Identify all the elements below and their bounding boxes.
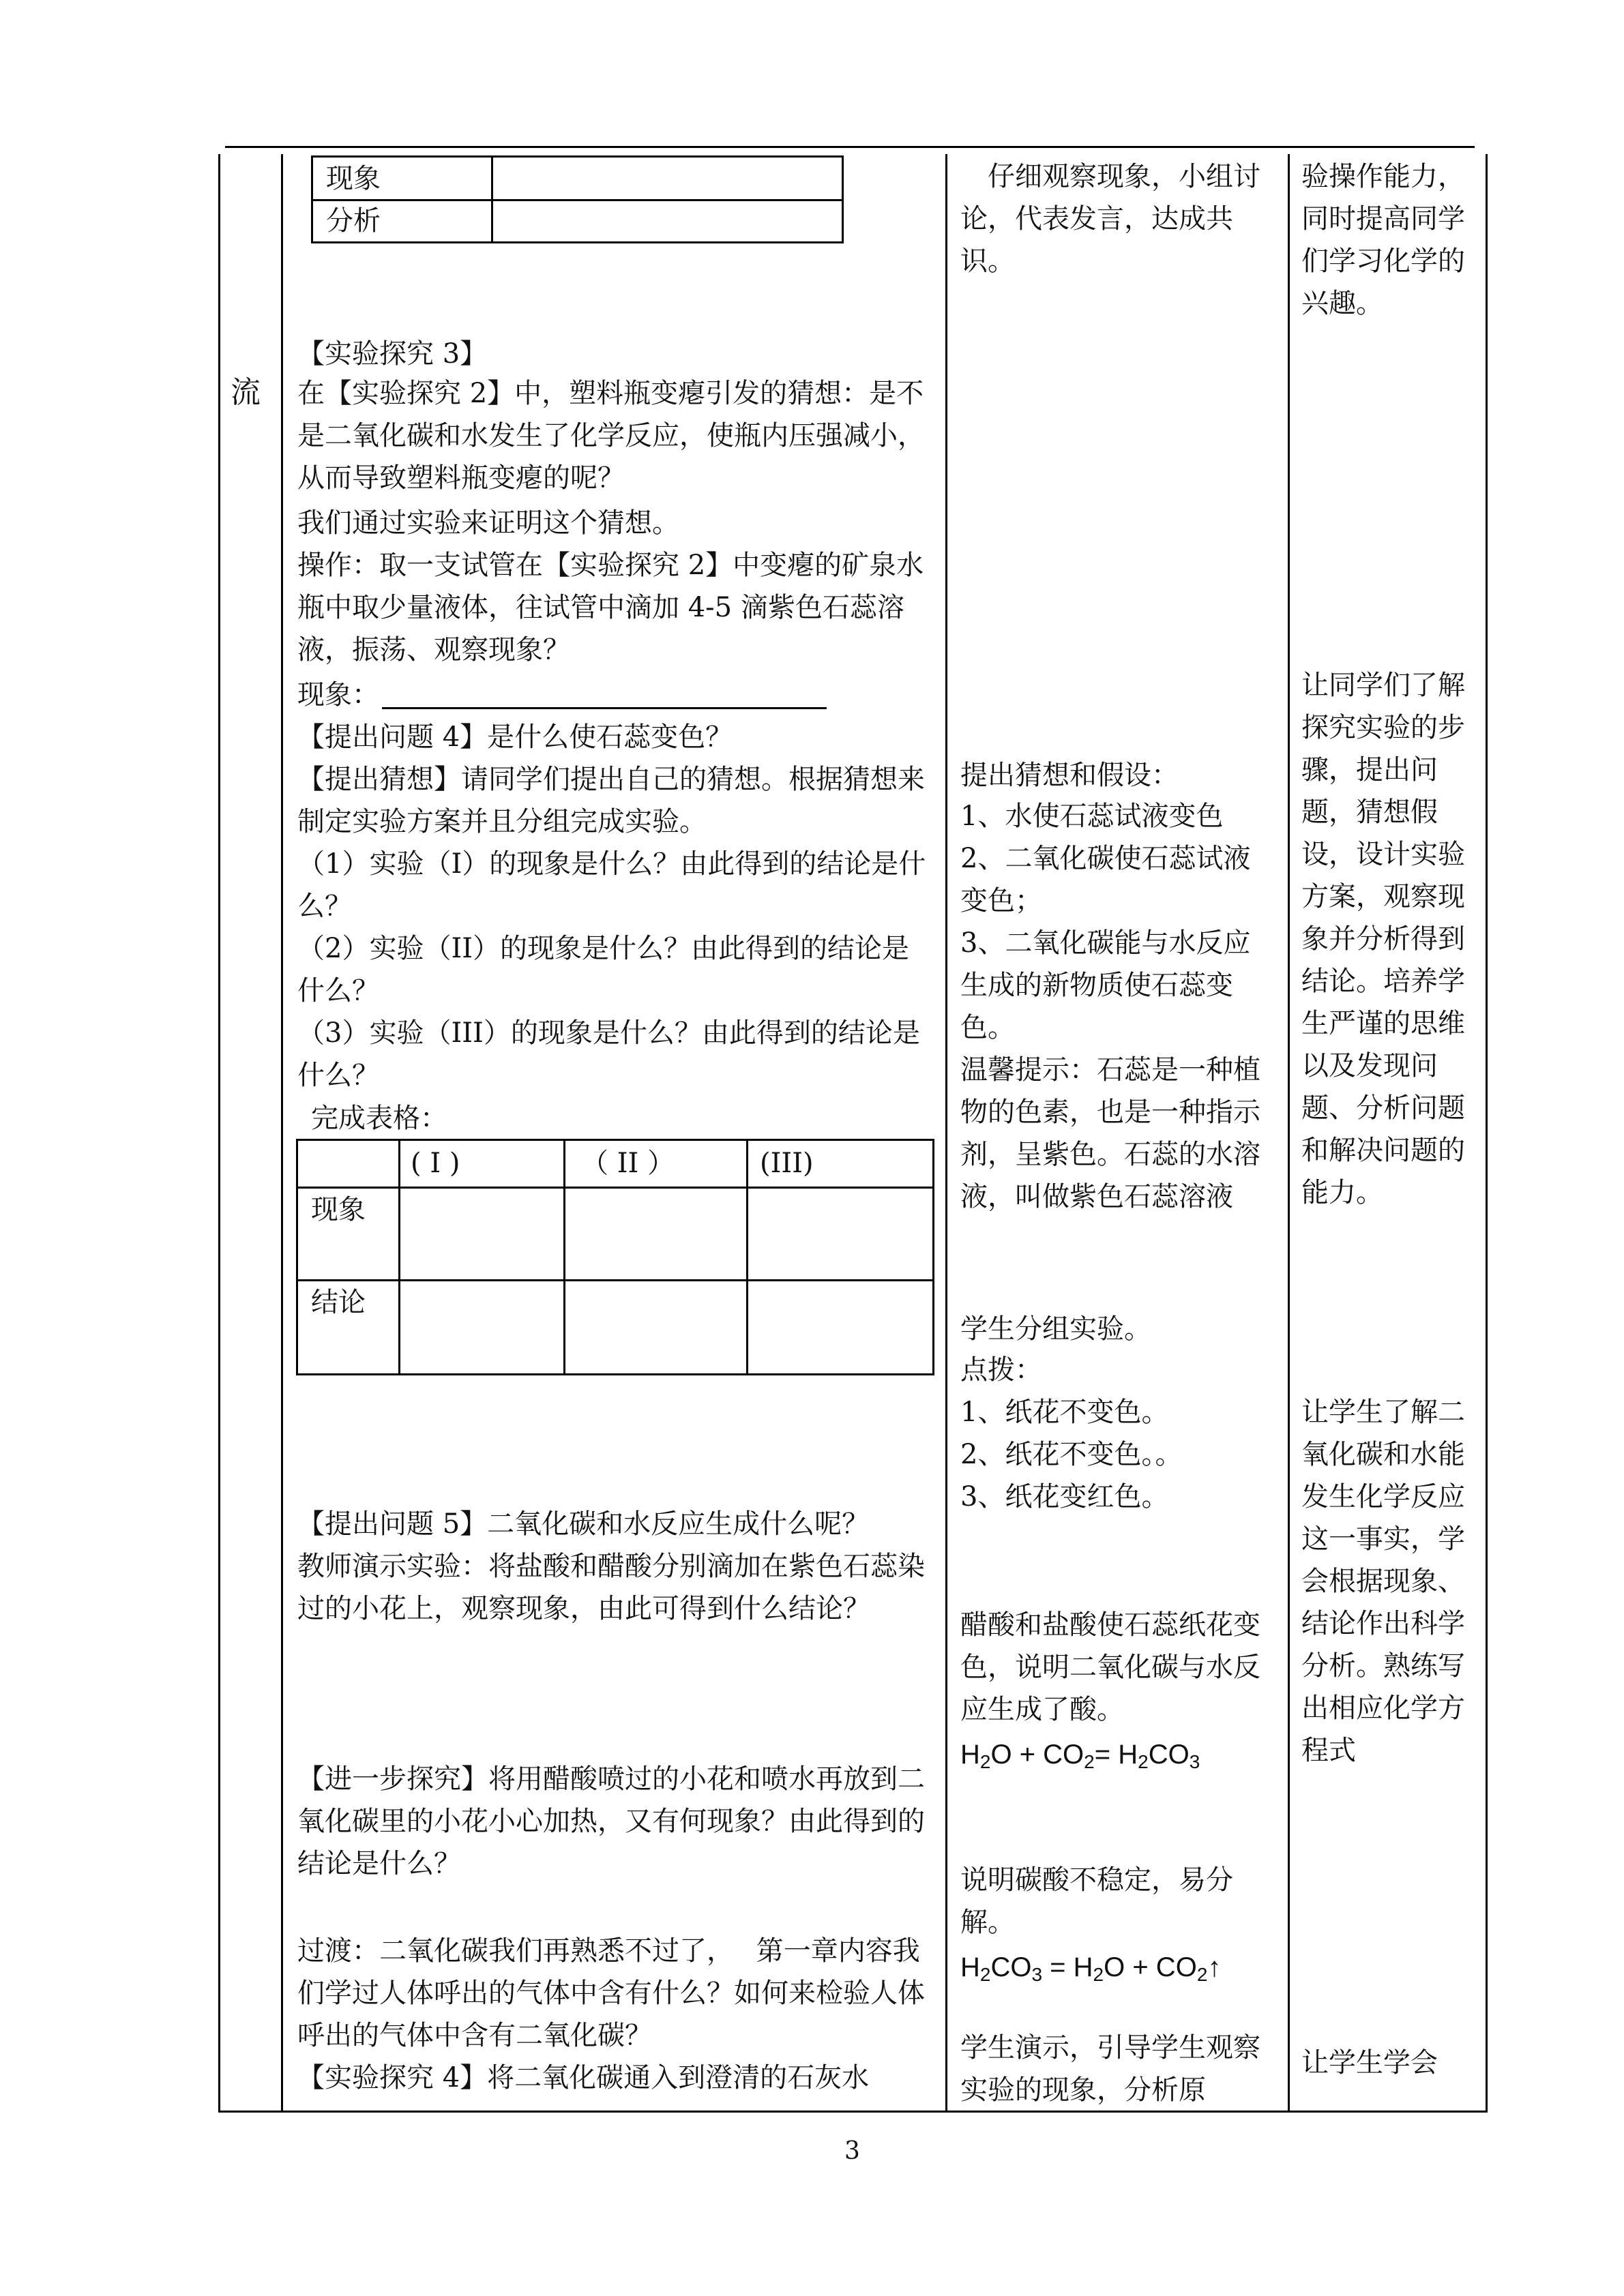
- tip-paragraph: 温馨提示：石蕊是一种植物的色素，也是一种指示剂，呈紫色。石蕊的水溶液，叫做紫色石蕊溶液: [960, 1054, 1260, 1212]
- intent-paragraph-4: 让学生学会: [1301, 2047, 1438, 2078]
- small-table-row-label: 现象: [326, 163, 381, 194]
- group-experiment: 学生分组实验。: [960, 1313, 1151, 1345]
- result-table-header: ( I ): [411, 1148, 460, 1179]
- hint-1: 1、纸花不变色。: [960, 1397, 1169, 1428]
- question-5: 【提出问题 5】二氧化碳和水反应生成什么呢？: [297, 1508, 870, 1540]
- equation-carbonic-acid-formation: $H_2O + CO_2= H_2CO_3$: [960, 1740, 1200, 1772]
- transition-paragraph: 过渡：二氧化碳我们再熟悉不过了， 第一章内容我们学过人体呼出的气体中含有什么？如何来检验人体呼出的气体中含有二氧化碳？: [297, 1935, 925, 2051]
- section-label: 流: [231, 375, 261, 410]
- exp3-title: 【实验探究 3】: [297, 338, 488, 370]
- result-table-header: （ II ）: [581, 1148, 675, 1179]
- hint-title: 点拨：: [960, 1354, 1042, 1386]
- observe-paragraph: 仔细观察现象，小组讨论，代表发言，达成共识。: [960, 161, 1260, 277]
- intent-paragraph-3: 让学生了解二氧化碳和水能发生化学反应这一事实，学会根据现象、结论作出科学分析。熟练写出相应化学方程式: [1301, 1397, 1465, 1766]
- phenomenon-blank-line: [382, 707, 827, 709]
- table-left-border: [218, 154, 220, 2113]
- question-iii: （3）实验（III）的现象是什么？由此得到的结论是什么？: [297, 1017, 920, 1091]
- column-divider-3: [1288, 154, 1290, 2113]
- complete-table-label: 完成表格：: [311, 1103, 447, 1134]
- phenomenon-label: 现象：: [297, 679, 379, 711]
- hypothesis-title: 提出猜想和假设：: [960, 760, 1179, 791]
- small-table-row-label: 分析: [326, 205, 381, 237]
- question-i: （1）实验（I）的现象是什么？由此得到的结论是什么？: [297, 848, 926, 922]
- exp3-paragraph: 在【实验探究 2】中，塑料瓶变瘪引发的猜想：是不是二氧化碳和水发生了化学反应，使瓶内压强减小，从而导致塑料瓶变瘪的呢？: [297, 378, 925, 494]
- exp3-operation: 操作：取一支试管在【实验探究 2】中变瘪的矿泉水瓶中取少量液体，往试管中滴加 4-5 滴紫色石蕊溶液，振荡、观察现象？: [297, 550, 924, 666]
- exp3-proof: 我们通过实验来证明这个猜想。: [297, 507, 679, 539]
- intent-paragraph-1: 验操作能力，同时提高同学们学习化学的兴趣。: [1301, 161, 1465, 319]
- question-4: 【提出问题 4】是什么使石蕊变色？: [297, 721, 733, 753]
- table-bottom-border: [218, 2111, 1487, 2113]
- further-inquiry: 【进一步探究】将用醋酸喷过的小花和喷水再放到二氧化碳里的小花小心加热，又有何现象？由此得到的结论是什么？: [297, 1763, 925, 1879]
- result-table-row-label: 结论: [311, 1287, 366, 1318]
- hint-3: 3、纸花变红色。: [960, 1481, 1169, 1512]
- unstable-paragraph: 说明碳酸不稳定，易分解。: [960, 1864, 1233, 1938]
- hint-2: 2、纸花不变色。。: [960, 1439, 1183, 1470]
- student-demo-paragraph: 学生演示，引导学生观察实验的现象，分析原: [960, 2032, 1260, 2106]
- hypothesis-2: 2、二氧化碳使石蕊试液变色；: [960, 843, 1251, 916]
- question-ii: （2）实验（II）的现象是什么？由此得到的结论是什么？: [297, 933, 910, 1007]
- exp4-title: 【实验探究 4】将二氧化碳通入到澄清的石灰水: [297, 2062, 870, 2093]
- guess-paragraph: 【提出猜想】请同学们提出自己的猜想。根据猜想来制定实验方案并且分组完成实验。: [297, 764, 925, 837]
- teacher-demo: 教师演示实验：将盐酸和醋酸分别滴加在紫色石蕊染过的小花上，观察现象，由此可得到什么结论？: [297, 1551, 925, 1624]
- column-divider-1: [281, 154, 283, 2113]
- header-rule: [225, 146, 1475, 148]
- acid-paragraph: 醋酸和盐酸使石蕊纸花变色，说明二氧化碳与水反应生成了酸。: [960, 1609, 1260, 1725]
- column-divider-2: [945, 154, 947, 2113]
- page-number: 3: [844, 2137, 860, 2165]
- hypothesis-1: 1、水使石蕊试液变色: [960, 801, 1224, 832]
- result-table-header: (III): [760, 1148, 814, 1179]
- result-table-row-label: 现象: [311, 1194, 366, 1225]
- table-right-border: [1486, 154, 1488, 2113]
- hypothesis-3: 3、二氧化碳能与水反应生成的新物质使石蕊变色。: [960, 927, 1251, 1043]
- intent-paragraph-2: 让同学们了解探究实验的步骤，提出问题，猜想假设，设计实验方案，观察现象并分析得到结论。培养学生严谨的思维以及发现问题、分析问题和解决问题的能力。: [1301, 670, 1465, 1208]
- equation-carbonic-acid-decomposition: $H_2CO_3 = H_2O$ + $CO_2↑$: [960, 1952, 1222, 1985]
